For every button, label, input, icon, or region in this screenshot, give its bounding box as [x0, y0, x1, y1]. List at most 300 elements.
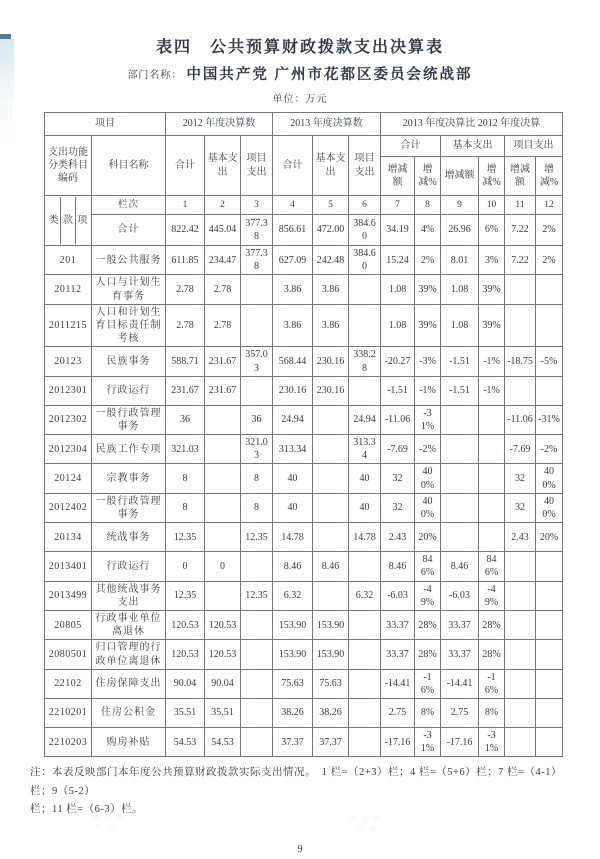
code-category-cell: [45, 196, 92, 246]
value-cell: 153.90: [273, 640, 313, 669]
value-cell: [505, 275, 536, 304]
subject-name-cell: 一般行政管理事务: [92, 493, 166, 522]
subject-name-cell: 购房补贴: [92, 728, 166, 757]
value-cell: 400%: [536, 493, 563, 522]
column-index-label: 栏次: [92, 196, 166, 215]
value-cell: [505, 610, 536, 639]
subject-code-cell: 2012304: [45, 435, 92, 464]
value-cell: [241, 640, 273, 669]
value-cell: 8: [166, 464, 205, 493]
value-cell: 822.42: [166, 215, 205, 246]
code-subcol-label: 类: [48, 214, 59, 226]
value-cell: 8.46: [441, 552, 479, 581]
header-2012-project: 项目支出: [241, 136, 273, 196]
value-cell: [536, 610, 563, 639]
value-cell: 6.32: [273, 581, 313, 610]
value-cell: 75.63: [273, 669, 313, 698]
value-cell: 33.37: [381, 640, 415, 669]
value-cell: -18.75: [505, 347, 536, 376]
value-cell: [205, 493, 241, 522]
value-cell: [536, 640, 563, 669]
value-cell: 39%: [479, 304, 505, 347]
value-cell: 384.60: [349, 246, 381, 275]
value-cell: [505, 552, 536, 581]
value-cell: 2.75: [381, 699, 415, 728]
value-cell: [479, 435, 505, 464]
table-row: [45, 610, 563, 639]
department-label: 部门名称：: [127, 70, 183, 81]
subject-code-cell: 22102: [45, 669, 92, 698]
value-cell: [505, 640, 536, 669]
header-2013: 2013 年度决算数: [273, 113, 381, 136]
value-cell: -31%: [415, 728, 441, 757]
value-cell: [479, 464, 505, 493]
subject-code-cell: 20112: [45, 275, 92, 304]
subject-code-cell: 2012302: [45, 405, 92, 434]
value-cell: [241, 610, 273, 639]
value-cell: 20%: [536, 523, 563, 552]
value-cell: [241, 728, 273, 757]
table-row: [45, 699, 563, 728]
value-cell: [205, 435, 241, 464]
value-cell: 120.53: [205, 640, 241, 669]
header-delta-amount-total: 增减额: [381, 157, 415, 196]
value-cell: 153.90: [313, 640, 349, 669]
value-cell: 28%: [479, 640, 505, 669]
value-cell: 34.19: [381, 215, 415, 246]
subject-name-cell: 民族工作专项: [92, 435, 166, 464]
value-cell: 32: [505, 464, 536, 493]
value-cell: 313.34: [349, 435, 381, 464]
subject-name-cell: 人口和计划生育目标责任制考核: [92, 304, 166, 347]
value-cell: 35.51: [205, 699, 241, 728]
value-cell: 1.08: [441, 304, 479, 347]
table-row: [45, 728, 563, 757]
subject-code-cell: 2013401: [45, 552, 92, 581]
value-cell: -31%: [415, 405, 441, 434]
value-cell: -6.03: [381, 581, 415, 610]
column-index-cell: 7: [381, 196, 415, 215]
value-cell: 75.63: [313, 669, 349, 698]
value-cell: 242.48: [313, 246, 349, 275]
value-cell: [505, 304, 536, 347]
value-cell: 7.22: [505, 215, 536, 246]
value-cell: 28%: [415, 610, 441, 639]
bleed-through-mark: [346, 814, 384, 834]
value-cell: 1.08: [381, 275, 415, 304]
header-delta-amount-project: 增减额: [505, 157, 536, 196]
value-cell: 1.08: [441, 275, 479, 304]
value-cell: [349, 552, 381, 581]
header-compare: 2013 年度决算比 2012 年度决算: [381, 113, 563, 136]
value-cell: [505, 581, 536, 610]
value-cell: 588.71: [166, 347, 205, 376]
value-cell: 8%: [415, 699, 441, 728]
value-cell: 568.44: [273, 347, 313, 376]
value-cell: -5%: [536, 347, 563, 376]
header-2012-basic: 基本支出: [205, 136, 241, 196]
table-row: [45, 464, 563, 493]
value-cell: 14.78: [349, 523, 381, 552]
value-cell: -1.51: [441, 376, 479, 405]
subject-name-cell: 行政事业单位离退休: [92, 610, 166, 639]
header-2013-total: 合计: [273, 136, 313, 196]
subject-name-cell: 归口管理的行政单位离退休: [92, 640, 166, 669]
value-cell: [479, 405, 505, 434]
value-cell: 2.78: [205, 304, 241, 347]
value-cell: 40: [273, 493, 313, 522]
value-cell: 230.16: [273, 376, 313, 405]
value-cell: 8: [166, 493, 205, 522]
total-row-label: 合计: [92, 215, 166, 246]
value-cell: 472.00: [313, 215, 349, 246]
value-cell: [536, 699, 563, 728]
value-cell: 357.03: [241, 347, 273, 376]
value-cell: 26.96: [441, 215, 479, 246]
subject-name-cell: 统战事务: [92, 523, 166, 552]
value-cell: 0: [166, 552, 205, 581]
value-cell: [349, 610, 381, 639]
subject-code-cell: 2210203: [45, 728, 92, 757]
value-cell: -31%: [479, 728, 505, 757]
value-cell: -6.03: [441, 581, 479, 610]
value-cell: 33.37: [441, 640, 479, 669]
value-cell: 231.67: [205, 347, 241, 376]
value-cell: -49%: [415, 581, 441, 610]
value-cell: [313, 581, 349, 610]
value-cell: 120.53: [166, 640, 205, 669]
value-cell: [313, 464, 349, 493]
value-cell: 321.03: [166, 435, 205, 464]
header-project: 项目: [45, 113, 166, 136]
value-cell: 3.86: [313, 304, 349, 347]
subject-name-cell: 一般公共服务: [92, 246, 166, 275]
bleed-through-mark: [88, 812, 130, 834]
subject-name-cell: 一般行政管理事务: [92, 405, 166, 434]
subject-name-cell: 行政运行: [92, 376, 166, 405]
value-cell: 32: [505, 493, 536, 522]
value-cell: 54.53: [166, 728, 205, 757]
value-cell: [241, 669, 273, 698]
value-cell: 846%: [479, 552, 505, 581]
value-cell: 37.37: [313, 728, 349, 757]
value-cell: 39%: [415, 304, 441, 347]
value-cell: 24.94: [273, 405, 313, 434]
value-cell: 2.75: [441, 699, 479, 728]
value-cell: -1.51: [441, 347, 479, 376]
value-cell: 54.53: [205, 728, 241, 757]
value-cell: 35.51: [166, 699, 205, 728]
value-cell: 627.09: [273, 246, 313, 275]
header-delta-pct-total: 增减%: [415, 157, 441, 196]
header-2012: 2012 年度决算数: [166, 113, 273, 136]
value-cell: [313, 435, 349, 464]
value-cell: [505, 669, 536, 698]
value-cell: 15.24: [381, 246, 415, 275]
column-index-row: [45, 196, 563, 215]
table-row: [45, 493, 563, 522]
table-body: [45, 196, 563, 757]
value-cell: 8.46: [381, 552, 415, 581]
value-cell: 38.26: [273, 699, 313, 728]
column-index-cell: 3: [241, 196, 273, 215]
subject-code-cell: 201: [45, 246, 92, 275]
header-2013-basic: 基本支出: [313, 136, 349, 196]
column-index-cell: 12: [536, 196, 563, 215]
subject-code-cell: 2012402: [45, 493, 92, 522]
value-cell: 313.34: [273, 435, 313, 464]
value-cell: [313, 405, 349, 434]
value-cell: 153.90: [313, 610, 349, 639]
value-cell: 3.86: [273, 304, 313, 347]
subject-code-cell: 20124: [45, 464, 92, 493]
value-cell: 384.60: [349, 215, 381, 246]
value-cell: [349, 640, 381, 669]
value-cell: 8.46: [273, 552, 313, 581]
header-cmp-basic: 基本支出: [441, 136, 505, 157]
value-cell: [205, 523, 241, 552]
header-code: 支出功能分类科目编码: [45, 136, 92, 196]
value-cell: 12.35: [166, 581, 205, 610]
value-cell: 32: [381, 493, 415, 522]
value-cell: 231.67: [166, 376, 205, 405]
header-row-sub1: [45, 136, 563, 157]
value-cell: [536, 581, 563, 610]
value-cell: 90.04: [205, 669, 241, 698]
table-row: [45, 304, 563, 347]
value-cell: [349, 699, 381, 728]
value-cell: -7.69: [381, 435, 415, 464]
table-row: [45, 246, 563, 275]
value-cell: 40: [273, 464, 313, 493]
value-cell: [241, 304, 273, 347]
value-cell: 153.90: [273, 610, 313, 639]
value-cell: [536, 275, 563, 304]
value-cell: [536, 376, 563, 405]
table-row: [45, 581, 563, 610]
scan-edge-wash: [0, 39, 14, 149]
value-cell: [313, 493, 349, 522]
column-index-cell: 9: [441, 196, 479, 215]
value-cell: -7.69: [505, 435, 536, 464]
subject-name-cell: 住房保障支出: [92, 669, 166, 698]
value-cell: 6%: [479, 215, 505, 246]
value-cell: [505, 699, 536, 728]
subject-code-cell: 2080501: [45, 640, 92, 669]
value-cell: 1.08: [381, 304, 415, 347]
column-index-cell: 6: [349, 196, 381, 215]
subject-name-cell: 宗教事务: [92, 464, 166, 493]
value-cell: [479, 493, 505, 522]
value-cell: 846%: [415, 552, 441, 581]
value-cell: 40: [349, 493, 381, 522]
value-cell: 377.38: [241, 246, 273, 275]
value-cell: [505, 728, 536, 757]
value-cell: 3%: [479, 246, 505, 275]
value-cell: -3%: [415, 347, 441, 376]
column-index-cell: 5: [313, 196, 349, 215]
footnote-line-2: 栏；11 栏=（6-3）栏。: [30, 804, 144, 816]
value-cell: -31%: [536, 405, 563, 434]
value-cell: -1%: [479, 347, 505, 376]
value-cell: [241, 376, 273, 405]
value-cell: 33.37: [381, 610, 415, 639]
value-cell: [479, 523, 505, 552]
value-cell: [536, 669, 563, 698]
value-cell: [241, 699, 273, 728]
value-cell: 377.38: [241, 215, 273, 246]
value-cell: 12.35: [241, 523, 273, 552]
value-cell: [313, 523, 349, 552]
value-cell: 8: [241, 464, 273, 493]
value-cell: 4%: [415, 215, 441, 246]
column-index-cell: 4: [273, 196, 313, 215]
header-cmp-total: 合计: [381, 136, 441, 157]
column-index-cell: 1: [166, 196, 205, 215]
subject-name-cell: 人口与计划生育事务: [92, 275, 166, 304]
header-cmp-project: 项目支出: [505, 136, 563, 157]
page-title: 表四 公共预算财政拨款支出决算表: [155, 39, 444, 56]
table-row: [45, 552, 563, 581]
value-cell: 230.16: [313, 376, 349, 405]
value-cell: [349, 669, 381, 698]
value-cell: [349, 376, 381, 405]
table-row: [45, 275, 563, 304]
value-cell: [349, 728, 381, 757]
value-cell: -1%: [415, 376, 441, 405]
header-delta-pct-basic: 增减%: [479, 157, 505, 196]
value-cell: 6.32: [349, 581, 381, 610]
value-cell: 39%: [415, 275, 441, 304]
subject-name-cell: 行政运行: [92, 552, 166, 581]
budget-expenditure-table: [44, 112, 563, 757]
value-cell: 28%: [415, 640, 441, 669]
table-row: [45, 435, 563, 464]
value-cell: 39%: [479, 275, 505, 304]
column-index-cell: 2: [205, 196, 241, 215]
value-cell: -16%: [479, 669, 505, 698]
value-cell: [441, 405, 479, 434]
subject-name-cell: 住房公积金: [92, 699, 166, 728]
column-index-cell: 11: [505, 196, 536, 215]
value-cell: 8.46: [313, 552, 349, 581]
value-cell: 120.53: [205, 610, 241, 639]
value-cell: 37.37: [273, 728, 313, 757]
value-cell: -14.41: [441, 669, 479, 698]
value-cell: 8%: [479, 699, 505, 728]
table-row: [45, 347, 563, 376]
value-cell: [441, 523, 479, 552]
page-number: 9: [297, 843, 303, 855]
value-cell: [349, 275, 381, 304]
value-cell: [441, 435, 479, 464]
value-cell: 231.67: [205, 376, 241, 405]
value-cell: 12.35: [166, 523, 205, 552]
value-cell: 400%: [415, 464, 441, 493]
value-cell: 90.04: [166, 669, 205, 698]
subject-name-cell: 民族事务: [92, 347, 166, 376]
value-cell: 32: [381, 464, 415, 493]
value-cell: 36: [166, 405, 205, 434]
value-cell: [205, 464, 241, 493]
value-cell: 33.37: [441, 610, 479, 639]
value-cell: [441, 493, 479, 522]
value-cell: -11.06: [381, 405, 415, 434]
table-row: [45, 669, 563, 698]
code-subcol-label: 款: [60, 197, 74, 244]
value-cell: 2.43: [505, 523, 536, 552]
value-cell: 38.26: [313, 699, 349, 728]
value-cell: 611.85: [166, 246, 205, 275]
value-cell: 338.28: [349, 347, 381, 376]
value-cell: [505, 376, 536, 405]
value-cell: 3.86: [273, 275, 313, 304]
subject-code-cell: 20123: [45, 347, 92, 376]
value-cell: [241, 275, 273, 304]
header-delta-pct-project: 增减%: [536, 157, 563, 196]
value-cell: -14.41: [381, 669, 415, 698]
value-cell: -2%: [415, 435, 441, 464]
table-row: [45, 405, 563, 434]
value-cell: 400%: [536, 464, 563, 493]
subject-code-cell: 2012301: [45, 376, 92, 405]
value-cell: 445.04: [205, 215, 241, 246]
value-cell: 36: [241, 405, 273, 434]
department-line: [0, 63, 600, 84]
value-cell: 28%: [479, 610, 505, 639]
table-row: [45, 523, 563, 552]
value-cell: 2.78: [205, 275, 241, 304]
value-cell: 40: [349, 464, 381, 493]
subject-code-cell: 20134: [45, 523, 92, 552]
total-row: [45, 215, 563, 246]
header-subject-name: 科目名称: [92, 136, 166, 196]
value-cell: 2.78: [166, 275, 205, 304]
value-cell: 0: [205, 552, 241, 581]
column-index-cell: 10: [479, 196, 505, 215]
value-cell: [536, 552, 563, 581]
value-cell: 20%: [415, 523, 441, 552]
code-subcolumns: [47, 197, 89, 244]
value-cell: -11.06: [505, 405, 536, 434]
value-cell: 14.78: [273, 523, 313, 552]
value-cell: [536, 304, 563, 347]
value-cell: 12.35: [241, 581, 273, 610]
subject-code-cell: 2013499: [45, 581, 92, 610]
value-cell: 8: [241, 493, 273, 522]
value-cell: 2.43: [381, 523, 415, 552]
value-cell: 400%: [415, 493, 441, 522]
value-cell: 120.53: [166, 610, 205, 639]
value-cell: [205, 405, 241, 434]
header-row-groups: [45, 113, 563, 136]
value-cell: 8.01: [441, 246, 479, 275]
value-cell: -49%: [479, 581, 505, 610]
value-cell: 321.03: [241, 435, 273, 464]
value-cell: [536, 728, 563, 757]
subject-code-cell: 20805: [45, 610, 92, 639]
value-cell: 856.61: [273, 215, 313, 246]
value-cell: 234.47: [205, 246, 241, 275]
value-cell: [205, 581, 241, 610]
value-cell: [349, 304, 381, 347]
value-cell: 2%: [536, 215, 563, 246]
unit-line: 单位：万元: [272, 94, 328, 105]
code-subcol-label: 项: [75, 197, 89, 244]
value-cell: 7.22: [505, 246, 536, 275]
column-index-cell: 8: [415, 196, 441, 215]
value-cell: -1%: [479, 376, 505, 405]
